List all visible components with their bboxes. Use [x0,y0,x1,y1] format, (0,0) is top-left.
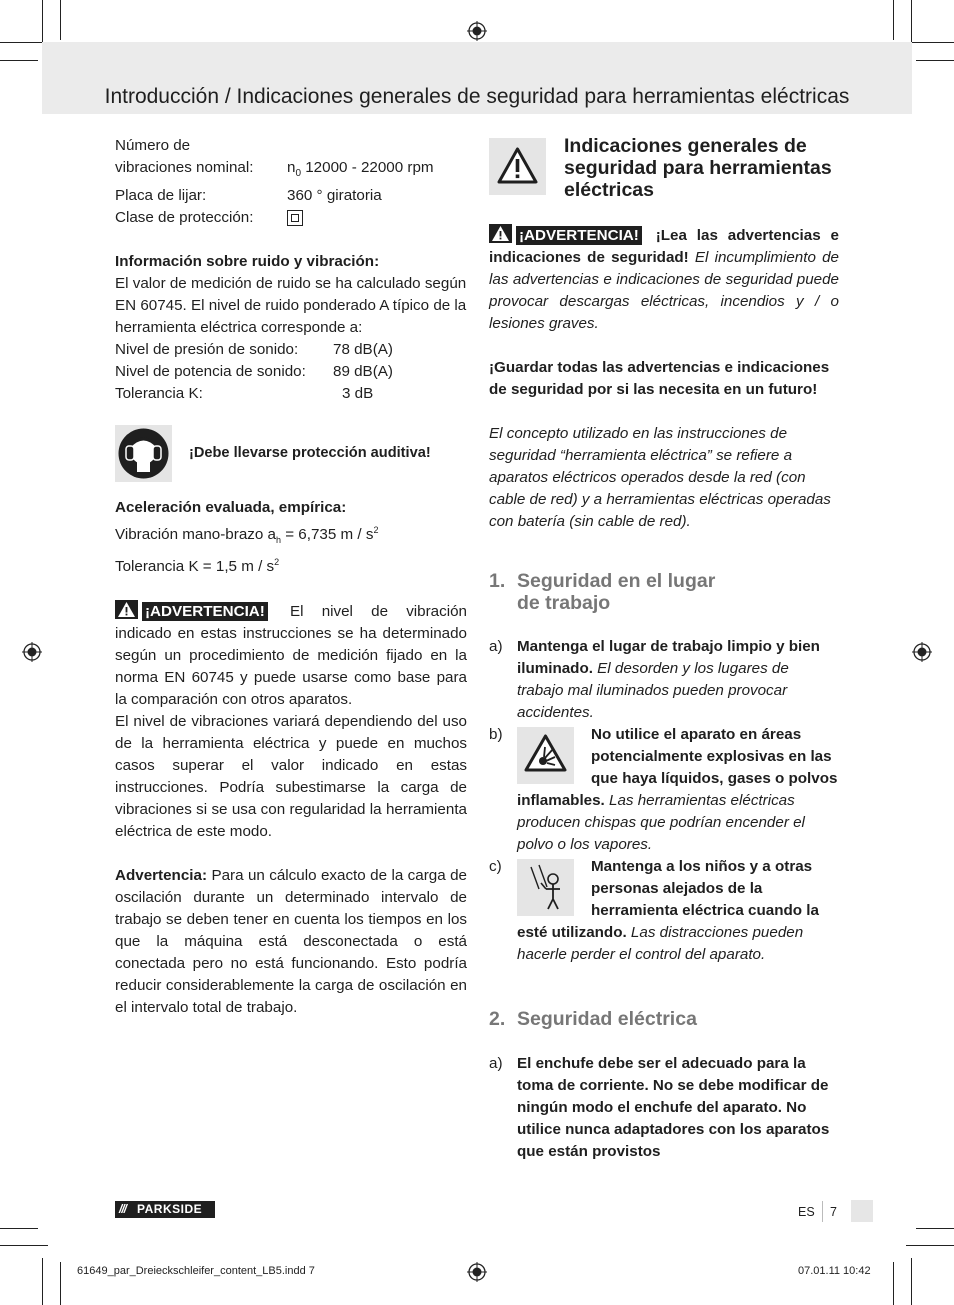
spec-list [115,135,467,229]
section-heading [489,570,839,614]
warning-label: ¡ADVERTENCIA! [142,602,268,621]
spec-value [287,157,434,185]
warning-italic: El incumplimiento de las advertencias e indicaciones de seguridad puede provocar descargas eléctricas, incendios y / o lesiones graves. [489,249,839,332]
section-title: Seguridad en el lugar de trabajo [517,570,716,614]
brand-stripes-icon: /// [119,1202,127,1216]
warning-sign-icon [489,138,546,195]
section-heading [489,1008,839,1030]
registration-mark-icon [912,642,932,662]
brand-logo [115,1201,215,1218]
keep-instructions: ¡Guardar todas las advertencias e indicaciones de seguridad por si las necesita en un futuro! [489,359,830,398]
spec-row [115,135,467,157]
item-italic: El desorden y los lugares de trabajo mal iluminados pueden provocar accidentes. [517,660,789,721]
noise-text: El valor de medición de ruido se ha calculado según EN 60745. El nivel de ruido ponderado A típico de la herramienta eléctrica corresponde a: [115,275,467,337]
list-item [489,1053,839,1163]
spec-label: Clase de protección: [115,209,254,227]
spec-value: 360 ° giratoria [287,187,382,205]
keep-children-away-icon [517,859,574,916]
warning-label: ¡ADVERTENCIA! [516,226,642,245]
accel-text: Vibración mano-brazo a [115,526,276,544]
section-title: Seguridad eléctrica [517,1008,697,1030]
accel-heading: Aceleración evaluada, empírica: [115,499,347,517]
footer-page-number: 7 [830,1205,837,1219]
accel-superscript: 2 [274,557,280,568]
spec-value-subscript: 0 [295,168,302,180]
crop-mark [0,1228,38,1229]
accel-subscript: h [275,535,281,546]
warning-text: El nivel de vibración indicado en estas instrucciones se ha determinado según un procedimiento de medición fijado en la norma EN 60745 y puede usarse como base para la comparación con otros aparatos. [115,603,467,709]
warning-triangle-icon [115,600,138,619]
spec-row [115,185,467,207]
item-label: c) [489,858,502,875]
item-body [517,724,839,856]
registration-mark-icon [467,21,487,41]
accel-text: Tolerancia K = 1,5 m / s [115,558,275,576]
vibration-warning [115,600,467,711]
item-label: a) [489,1055,503,1072]
safety-warning [489,224,839,335]
spec-row [115,207,467,229]
crop-mark [911,1258,912,1305]
item-bold: Mantenga a los niños y a otras personas alejados de la herramienta eléctrica cuando la esté utilizando. [517,858,819,941]
advert-label: Advertencia: [115,867,208,885]
hearing-notice-text: ¡Debe llevarse protección auditiva! [189,445,431,462]
main-heading-block [489,135,839,201]
registration-mark-icon [22,642,42,662]
item-body: El enchufe debe ser el adecuado para la toma de corriente. No se debe modificar de ningún modo el enchufe del aparato. No utilice nunca adaptadores con los aparatos que están provistos [517,1055,830,1160]
noise-value: 78 dB(A) [333,341,393,359]
noise-row [115,383,467,405]
footer-date: 07.01.11 10:42 [798,1265,871,1277]
noise-row [115,339,467,361]
accel-line-2 [115,551,467,578]
section-number: 2. [489,1008,506,1030]
spec-value-prefix: n [287,159,296,176]
noise-label: Nivel de presión de sonido: [115,341,299,359]
crop-mark [893,1262,894,1305]
noise-label: Tolerancia K: [115,385,203,403]
spec-row [115,157,467,185]
footer-file: 61649_par_Dreieckschleifer_content_LB5.indd 7 [77,1265,315,1277]
noise-heading: Información sobre ruido y vibración: [115,253,380,271]
item-bold: No utilice el aparato en áreas potencialmente explosivas en las que haya líquidos, gases o polvos inflamables. [517,726,838,809]
ear-protection-icon [115,425,172,482]
noise-row [115,361,467,383]
spec-value-text: 12000 - 22000 rpm [301,159,434,176]
crop-mark [916,60,954,61]
crop-mark [60,0,61,40]
item-body [517,856,839,966]
footer-divider [822,1201,823,1222]
vibration-text: El nivel de vibraciones variará dependiendo del uso de la herramienta eléctrica y puede en muchos casos superar el valor indicado en estas instrucciones. Podría subestimarse la carga de vibraciones si se usa con regularidad la herramienta eléctrica de este modo. [115,713,467,841]
crop-mark [893,0,894,40]
right-column [489,135,839,1163]
page-title: Introducción / Indicaciones generales de seguridad para herramientas eléctricas [104,85,850,108]
item-italic: Las distracciones pueden hacerle perder el control del aparato. [517,924,804,963]
hearing-notice-row [115,424,467,482]
crop-mark [916,1228,954,1229]
noise-value: 89 dB(A) [333,363,393,381]
footer-lang: ES [798,1205,815,1219]
crop-mark [42,1258,43,1305]
list-item [489,724,839,856]
crop-mark [42,0,43,48]
crop-mark [0,42,48,43]
section-number: 1. [489,570,506,592]
advert-text: Para un cálculo exacto de la carga de oscilación durante un determinado intervalo de trabajo se deben tener en cuenta los tiempos en los que la máquina está desconectada o está conectada pero no está funcionando. Esto podría reducir considerablemente la carga de oscilación en el intervalo total de trabajo. [115,867,467,1017]
list-item [489,856,839,966]
crop-mark [906,1245,954,1246]
item-label: b) [489,726,503,743]
left-column [115,135,467,1019]
crop-mark [906,42,954,43]
registration-mark-icon [467,1262,487,1282]
crop-mark [911,0,912,48]
advert-paragraph [115,865,467,1019]
concept-text: El concepto utilizado en las instrucciones de seguridad “herramienta eléctrica” se refiere a aparatos eléctricos operados desde la red (con cable de red) y a herramientas eléctricas operadas con batería (sin cable de red). [489,425,831,530]
protection-class-icon [287,210,303,226]
crop-mark [0,1245,48,1246]
crop-mark [60,1262,61,1305]
noise-value: 3 dB [342,385,374,403]
warning-triangle-icon [489,224,512,243]
item-label: a) [489,638,503,655]
page-tab-box [851,1200,873,1222]
list-item [489,636,839,724]
item-bold: Mantenga el lugar de trabajo limpio y bien iluminado. [517,638,820,677]
spec-label: Placa de lijar: [115,187,207,205]
crop-mark [0,60,38,61]
main-heading: Indicaciones generales de seguridad para herramientas eléctricas [564,135,832,201]
explosion-hazard-icon [517,727,574,784]
brand-name: PARKSIDE [137,1202,203,1216]
accel-line-1 [115,519,467,551]
spec-label: vibraciones nominal: [115,159,254,176]
spec-label: Número de [115,137,191,154]
item-italic: Las herramientas eléctricas producen chispas que podrían encender el polvo o los vapores. [517,792,805,853]
accel-text: = 6,735 m / s [280,526,374,544]
noise-label: Nivel de potencia de sonido: [115,363,306,381]
accel-superscript: 2 [373,525,379,536]
item-body [517,636,839,724]
warning-bold: ¡Lea las advertencias e indicaciones de seguridad! [489,227,839,266]
